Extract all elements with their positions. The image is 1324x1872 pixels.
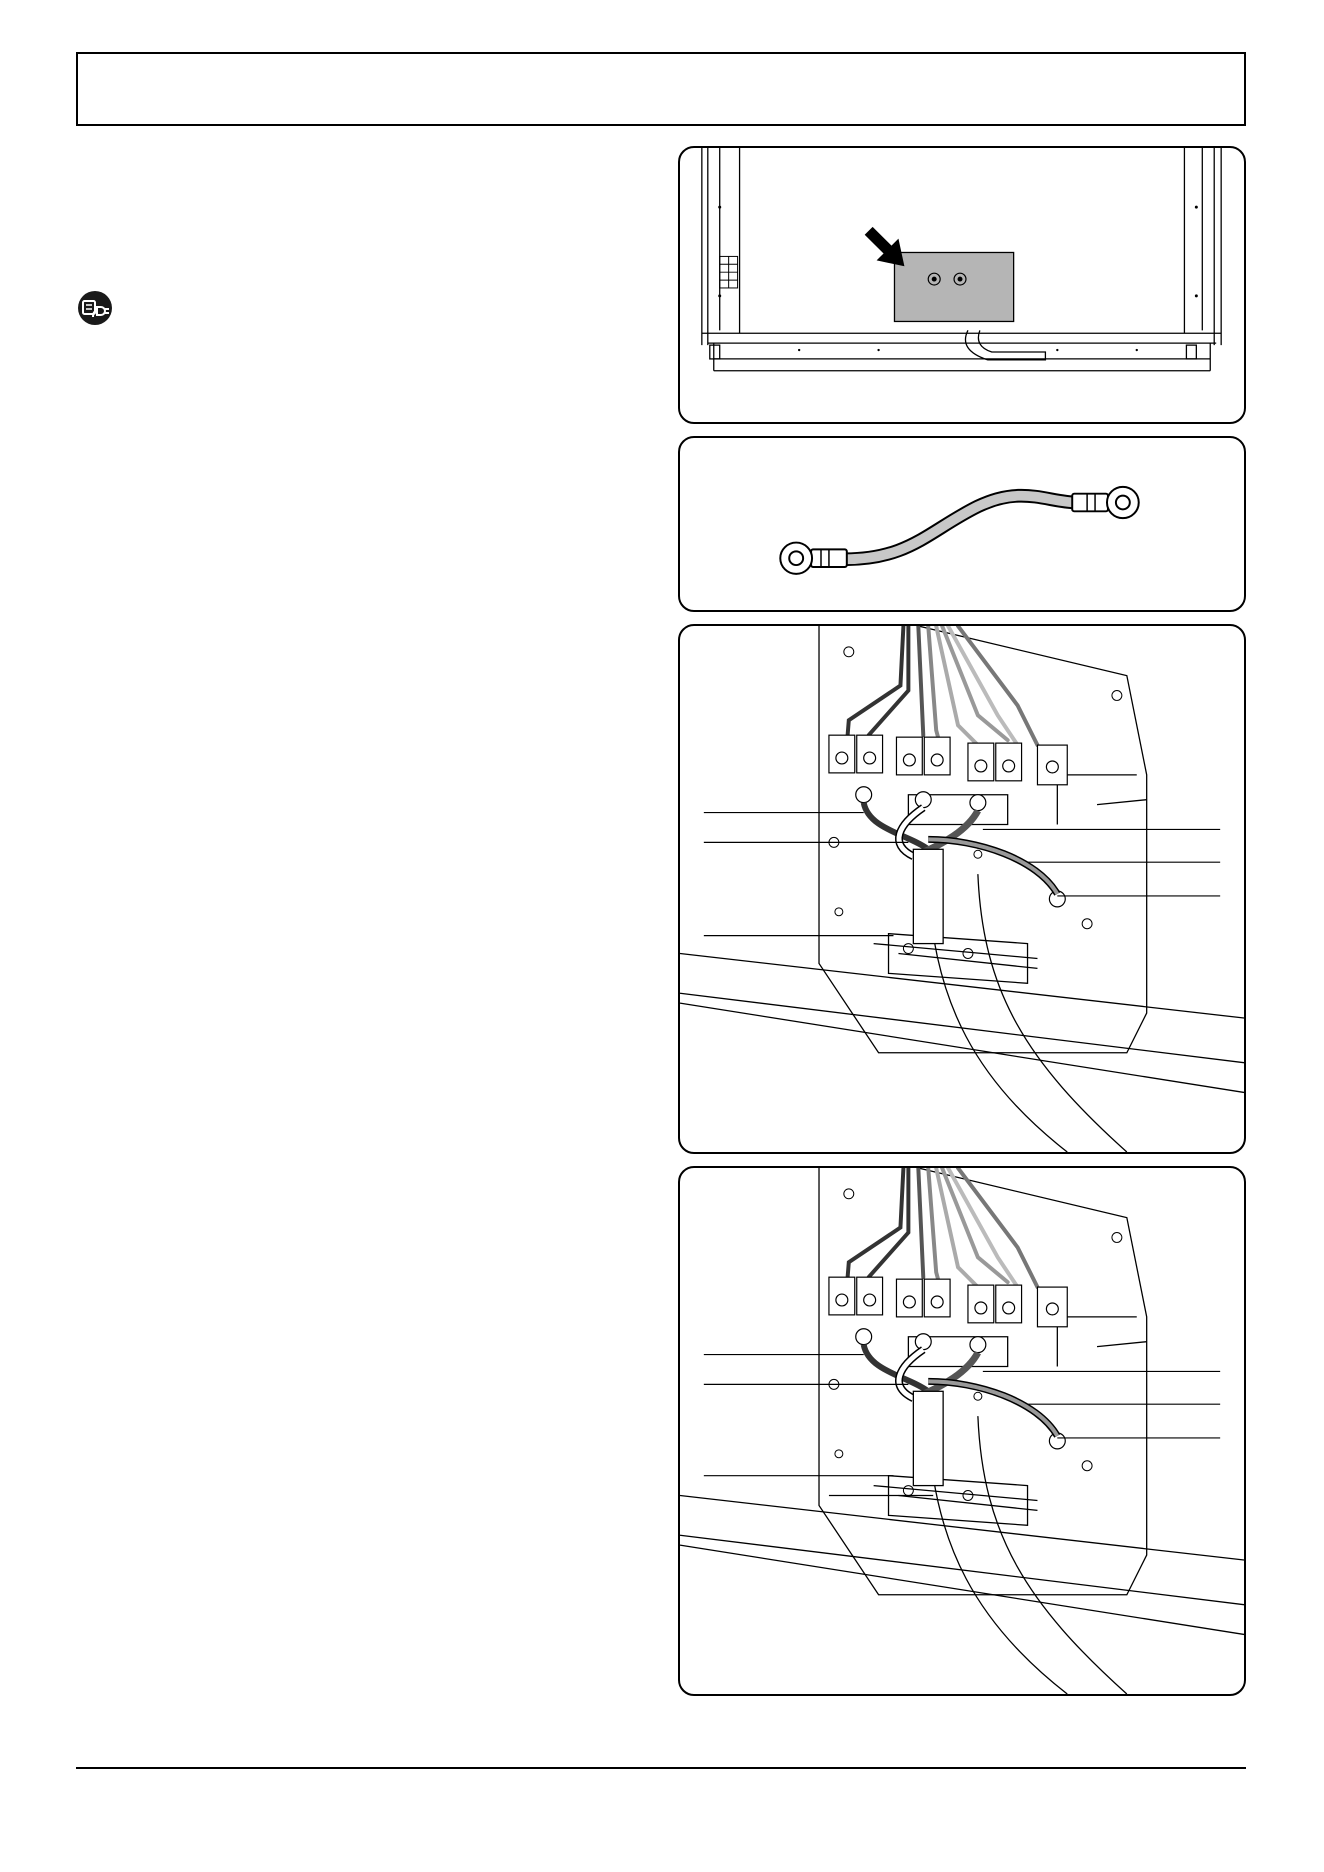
rear-view-illustration (678, 146, 1246, 424)
footer-rule (76, 1767, 1246, 1769)
terminal-wiring-illustration-1 (678, 624, 1246, 1154)
section-title-box (76, 52, 1246, 126)
terminal-wiring-illustration-2 (678, 1166, 1246, 1696)
ground-cable-illustration (678, 436, 1246, 612)
unplug-power-icon (77, 290, 113, 326)
